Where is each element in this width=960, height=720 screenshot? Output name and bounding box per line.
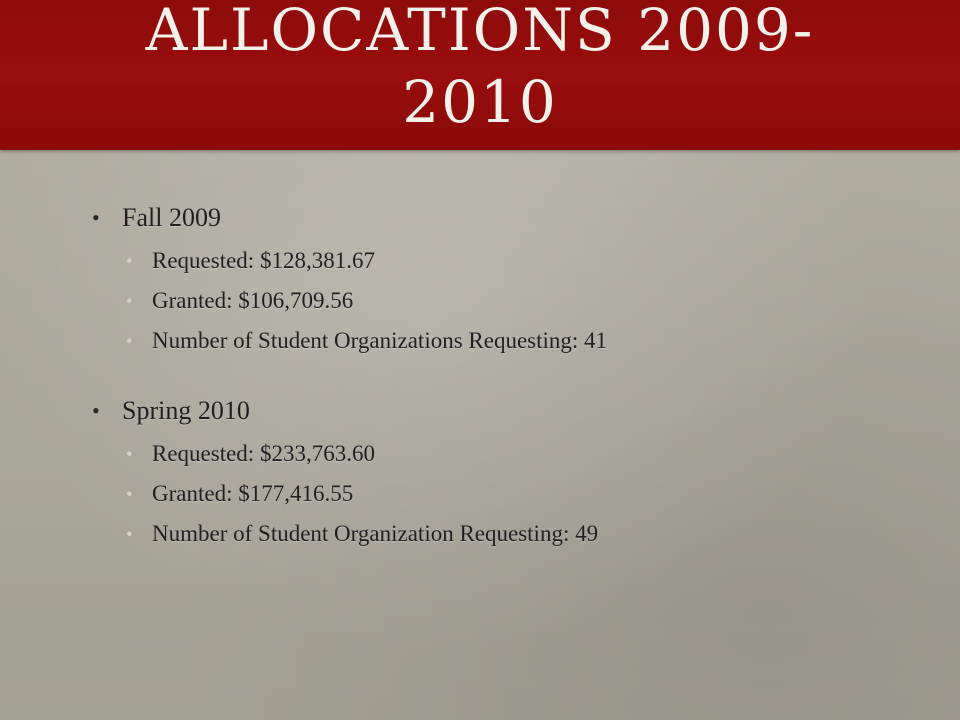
title-band xyxy=(0,0,960,150)
bullet-icon: • xyxy=(92,205,100,230)
list-item-text: Granted: $177,416.55 xyxy=(152,481,354,506)
title-line-1: ALLOCATIONS 2009- xyxy=(145,0,815,64)
section-heading-text: Fall 2009 xyxy=(122,203,221,232)
section-spring-2010 xyxy=(92,391,912,554)
bullet-list xyxy=(92,198,912,584)
bullet-icon: • xyxy=(126,291,133,311)
bullet-icon: • xyxy=(92,398,100,423)
bullet-icon: • xyxy=(126,331,133,351)
bullet-icon: • xyxy=(126,251,133,271)
section-heading xyxy=(92,198,912,238)
list-item-text: Number of Student Organizations Requesting: 41 xyxy=(152,328,608,353)
list-item xyxy=(92,474,912,514)
title-line-2: 2010 xyxy=(402,68,558,136)
section-fall-2009 xyxy=(92,198,912,361)
list-item-text: Requested: $233,763.60 xyxy=(152,441,375,466)
section-heading-text: Spring 2010 xyxy=(122,396,250,425)
list-item xyxy=(92,241,912,281)
list-item xyxy=(92,434,912,474)
bullet-icon: • xyxy=(126,524,133,544)
list-item-text: Requested: $128,381.67 xyxy=(152,248,375,273)
list-item xyxy=(92,281,912,321)
section-heading xyxy=(92,391,912,431)
slide-title xyxy=(0,0,960,138)
list-item xyxy=(92,514,912,554)
bullet-icon: • xyxy=(126,444,133,464)
list-item xyxy=(92,321,912,361)
list-item-text: Number of Student Organization Requesting: 49 xyxy=(152,521,599,546)
list-item-text: Granted: $106,709.56 xyxy=(152,288,354,313)
bullet-icon: • xyxy=(126,484,133,504)
